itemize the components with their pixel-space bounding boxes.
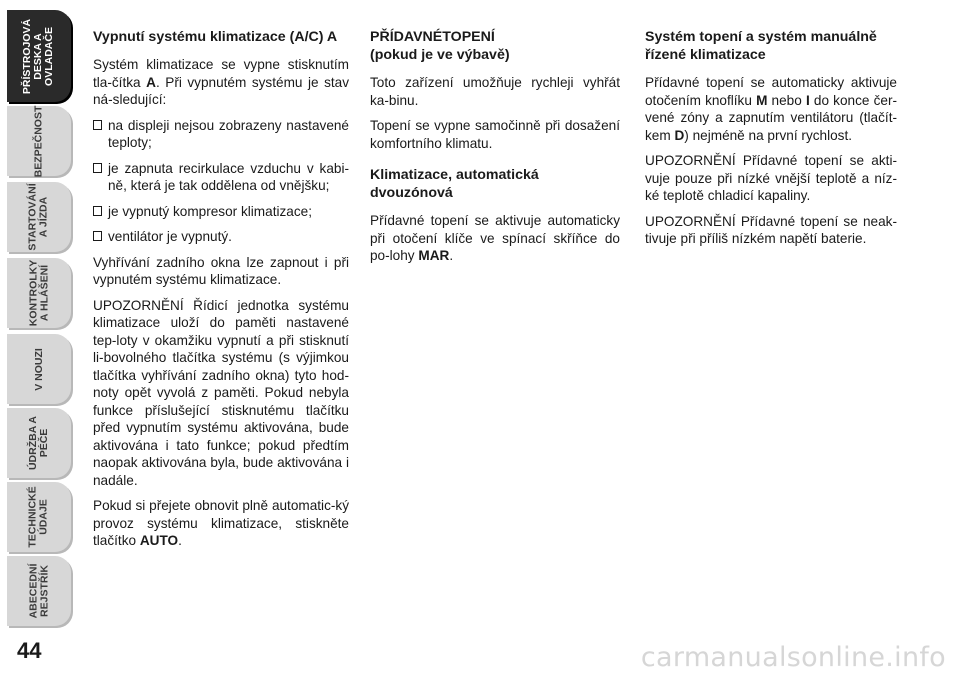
checklist (93, 117, 349, 246)
column-heating-system (645, 28, 897, 256)
section-title (370, 28, 620, 64)
paragraph (645, 74, 897, 144)
list-item: je zapnuta recirkulace vzduchu v kabi-ně, která je tak oddělena od vnějšku; (93, 160, 349, 195)
watermark: carmanualsonline.info (640, 642, 946, 673)
paragraph-note: UPOZORNĚNÍ Přídavné topení se neak-tivuje při příliš nízkém napětí baterie. (645, 213, 897, 246)
section-title: Systém topení a systém manuálně řízené klimatizace (645, 29, 877, 63)
paragraph (370, 212, 620, 265)
tab-label: TECHNICKÉ ÚDAJE (26, 486, 50, 548)
text: Systém klimatizace se vypne stisknutím tla-čítka (93, 57, 349, 90)
paragraph-intro (93, 56, 349, 109)
text: ) nejméně na první rychlost. (684, 127, 853, 143)
page-number: 44 (17, 638, 42, 663)
paragraph-note: UPOZORNĚNÍ Řídicí jednotka systému klimatizace uloží do paměti nastavené tep-loty v okamžiku vypnutí a při stisknutí li-bovolného tlačítka systému (s výjimkou tlačítka vyhřívání zadního okna) tyto hod-noty opět vyvolá z paměti. Pokud nebyla funkce příslušející stisknutému tlačítku před vypnutím systému aktivována, bude aktivována i tato funkce; pokud předtím naopak aktivována byla, bude aktivována i nadále. (93, 297, 349, 488)
tab-label: PŘÍSTROJOVÁ DESKA A OVLADAČE (21, 18, 56, 94)
title-line: PŘÍDAVNÉTOPENÍ (370, 29, 495, 45)
list-item: je vypnutý kompresor klimatizace; (93, 203, 349, 221)
text: . Při vypnutém systému je stav ná-sledující: (93, 74, 349, 107)
tab-label: ÚDRŽBA A PÉČE (27, 415, 50, 471)
text: . (449, 248, 454, 263)
tab-udrzba[interactable] (7, 408, 71, 478)
list-item: na displeji nejsou zobrazeny nastavené teploty; (93, 117, 349, 152)
tab-abecedni-rejstrik[interactable] (7, 556, 71, 626)
button-ref-auto: AUTO (139, 533, 179, 548)
paragraph-auto (93, 497, 349, 550)
knob-ref-m: M (756, 92, 768, 108)
button-ref-a: A (146, 74, 156, 90)
paragraph: Toto zařízení umožňuje rychleji vyhřát ka-binu. (370, 75, 620, 108)
paragraph: Topení se vypne samočinně při dosažení komfortního klimatu. (370, 118, 620, 151)
tab-pristrojova-deska[interactable] (7, 10, 71, 102)
text: Přídavné topení se aktivuje automaticky při otočení klíče ve spínací skříňce do po-lohy (370, 213, 620, 263)
tab-bezpecnost[interactable] (7, 106, 71, 176)
paragraph-rear-window: Vyhřívání zadního okna lze zapnout i při vypnutém systému klimatizace. (93, 254, 349, 287)
tab-label: STARTOVÁNÍ A JÍZDA (27, 183, 50, 251)
tab-label: KONTROLKY A HLÁŠENÍ (27, 259, 50, 327)
list-item: ventilátor je vypnutý. (93, 228, 349, 246)
section-tabs (0, 0, 80, 640)
text: nebo (767, 92, 806, 108)
text: Pokud si přejete obnovit plně automatic-ký provoz systému klimatizace, stiskněte tlačítko (93, 498, 349, 548)
text: do konce čer-vené zóny a zapnutím ventilátoru (tlačít-kem (645, 92, 897, 143)
column-auxiliary-heater (370, 28, 620, 273)
button-ref-d: D (674, 127, 685, 143)
tab-kontrolky[interactable] (7, 258, 71, 328)
tab-startovani[interactable] (7, 182, 71, 252)
subsection-title: Klimatizace, automatická dvouzónová (370, 167, 539, 201)
tab-label: BEZPEČNOST (32, 105, 45, 177)
tab-technicke-udaje[interactable] (7, 482, 71, 552)
tab-label: ABECEDNÍ REJSTŘÍK (27, 563, 50, 619)
title-line: (pokud je ve výbavě) (370, 47, 510, 63)
key-position-mar: MAR (418, 248, 450, 263)
text: . (178, 533, 182, 548)
tab-label: V NOUZI (32, 347, 45, 391)
column-ac-off (93, 28, 349, 558)
knob-ref-i: I (805, 92, 810, 108)
tab-v-nouzi[interactable] (7, 334, 71, 404)
section-title: Vypnutí systému klimatizace (A/C) A (93, 29, 338, 45)
text: Přídavné topení se automaticky aktivuje otočením knoflíku (645, 75, 897, 108)
paragraph-note: UPOZORNĚNÍ Přídavné topení se akti-vuje pouze při nízké vnější teplotě a níz-ké teplotě chladicí kapaliny. (645, 153, 897, 203)
